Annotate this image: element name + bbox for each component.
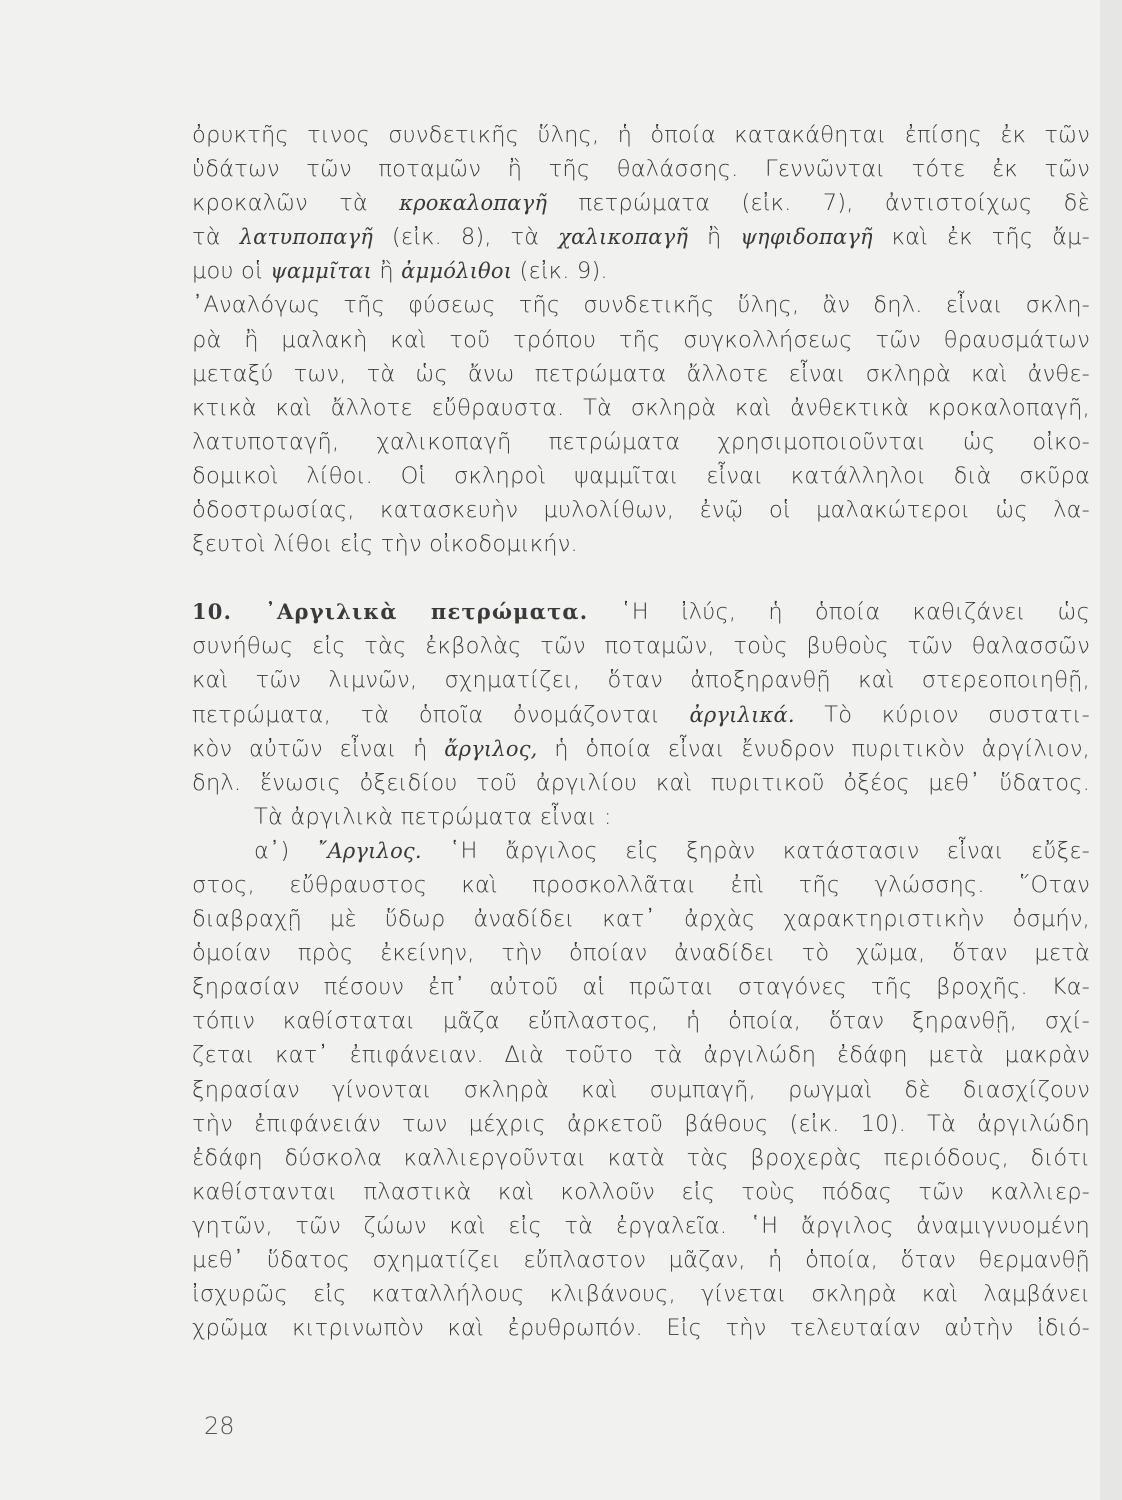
text-run: μεθ᾿ ὕδατος σχηματίζει εὔπλαστον μᾶζαν, ἡ ὁποία, ὅταν θερμανθῇ xyxy=(192,1247,1090,1273)
text-line xyxy=(192,254,1090,288)
text-run: τὰ xyxy=(192,224,240,251)
text-run: τόπιν καθίσταται μᾶζα εὔπλαστος, ἡ ὁποία, ὅταν ξηρανθῇ, σχί- xyxy=(192,1008,1090,1035)
italic-term: ἄργιλος, xyxy=(444,736,538,761)
text-run: μεταξύ των, τὰ ὡς ἄνω πετρώματα ἄλλοτε εἶναι σκληρὰ καὶ ἀνθε- xyxy=(192,360,1090,387)
text-run: στος, εὔθραυστος καὶ προσκολλᾶται ἐπὶ τῆς γλώσσης. ῞Οταν xyxy=(192,871,1090,898)
text-run: δομικοὶ λίθοι. Οἱ σκληροὶ ψαμμῖται εἶναι κατάλληλοι διὰ σκῦρα xyxy=(192,462,1090,489)
text-run: χρῶμα κιτρινωπὸν καὶ ἐρυθρωπόν. Εἰς τὴν τελευταίαν αὐτὴν ἰδιό- xyxy=(192,1315,1090,1342)
text-line xyxy=(192,1004,1090,1038)
text-run: ὁμοίαν πρὸς ἐκείνην, τὴν ὁποίαν ἀναδίδει τὸ χῶμα, ὅταν μετὰ xyxy=(192,940,1090,967)
italic-term: ἀργιλικά. xyxy=(689,702,795,727)
body-text xyxy=(192,118,1090,1345)
text-run: τὴν ἐπιφάνειάν των μέχρις ἀρκετοῦ βάθους (εἰκ. 10). Τὰ ἀργιλώδη xyxy=(192,1110,1090,1137)
text-run: ᾿Αναλόγως τῆς φύσεως τῆς συνδετικῆς ὕλης, ἂν δηλ. εἶναι σκλη- xyxy=(192,292,1090,319)
text-run: καὶ τῶν λιμνῶν, σχηματίζει, ὅταν ἀποξηρανθῇ καὶ στερεοποιηθῇ, xyxy=(192,667,1090,694)
text-line xyxy=(192,868,1090,902)
text-line xyxy=(192,834,1090,868)
text-line xyxy=(192,118,1090,152)
text-line xyxy=(192,323,1090,357)
text-line xyxy=(192,595,1090,629)
text-run: πετρώματα, τὰ ὁποῖα ὀνομάζονται xyxy=(192,701,690,728)
text-line xyxy=(192,800,1090,834)
italic-term: ῎Αργιλος. xyxy=(316,838,422,863)
text-run: ὁδοστρωσίας, κατασκευὴν μυλολίθων, ἐνῷ οἱ μαλακώτεροι ὡς λα- xyxy=(192,497,1090,524)
text-line xyxy=(192,459,1090,493)
text-line xyxy=(192,220,1090,254)
text-line xyxy=(192,152,1090,186)
text-run: καὶ ἐκ τῆς ἄμ- xyxy=(872,224,1090,251)
text-run: μου οἱ xyxy=(192,258,271,285)
italic-term: λατυποπαγῆ xyxy=(239,225,374,250)
facing-page-bleed xyxy=(1100,0,1122,1500)
page-number: 28 xyxy=(204,1412,235,1440)
text-run: διαβραχῇ μὲ ὕδωρ ἀναδίδει κατ᾿ ἀρχὰς χαρακτηριστικὴν ὀσμήν, xyxy=(192,906,1090,933)
text-run: ἢ xyxy=(688,224,741,251)
text-line xyxy=(192,732,1090,766)
text-run: πετρώματα (εἰκ. 7), ἀντιστοίχως δὲ xyxy=(547,190,1090,217)
text-run: συνήθως εἰς τὰς ἐκβολὰς τῶν ποταμῶν, τοὺς βυθοὺς τῶν θαλασσῶν xyxy=(192,633,1090,660)
text-run: ἐδάφη δύσκολα καλλιεργοῦνται κατὰ τὰς βροχερὰς περιόδους, διότι xyxy=(192,1144,1090,1171)
text-run: ῾Η ἄργιλος εἰς ξηρὰν κατάστασιν εἶναι εὔξε- xyxy=(421,837,1090,864)
text-run: (εἰκ. 9). xyxy=(512,258,608,285)
text-line xyxy=(192,425,1090,459)
text-line xyxy=(192,663,1090,697)
text-run: δηλ. ἕνωσις ὀξειδίου τοῦ ἀργιλίου καὶ πυριτικοῦ ὀξέος μεθ᾿ ὕδατος. xyxy=(192,769,1090,796)
text-run: κτικὰ καὶ ἄλλοτε εὔθραυστα. Τὰ σκληρὰ καὶ ἀνθεκτικὰ κροκαλοπαγῆ, xyxy=(192,394,1090,421)
text-line xyxy=(192,288,1090,322)
text-run: ρὰ ἢ μαλακὴ καὶ τοῦ τρόπου τῆς συγκολλήσεως τῶν θραυσμάτων xyxy=(192,326,1090,353)
text-run: κροκαλῶν τὰ xyxy=(192,190,400,217)
italic-term: χαλικοπαγῆ xyxy=(558,225,689,250)
text-line xyxy=(192,357,1090,391)
text-run: ζεται κατ᾿ ἐπιφάνειαν. Διὰ τοῦτο τὰ ἀργιλώδη ἐδάφη μετὰ μακρὰν xyxy=(192,1042,1090,1069)
text-line xyxy=(192,391,1090,425)
text-line xyxy=(192,1073,1090,1107)
text-line xyxy=(192,698,1090,732)
text-run: α᾿) xyxy=(254,837,317,864)
text-run: ἡ ὁποία εἶναι ἔνυδρον πυριτικὸν ἀργίλιον, xyxy=(537,735,1090,762)
text-run: Τὸ κύριον συστατι- xyxy=(794,701,1090,728)
text-run: ὀρυκτῆς τινος συνδετικῆς ὕλης, ἡ ὁποία κατακάθηται ἐπίσης ἐκ τῶν xyxy=(192,122,1090,148)
italic-term: ἀμμόλιθοι xyxy=(401,259,513,284)
text-line xyxy=(192,629,1090,663)
text-line xyxy=(192,1107,1090,1141)
text-line xyxy=(192,902,1090,936)
text-line xyxy=(192,1038,1090,1072)
text-run: (εἰκ. 8), τὰ xyxy=(373,224,559,251)
text-line xyxy=(192,766,1090,800)
text-run: λατυποταγῆ, χαλικοπαγῆ πετρώματα χρησιμοποιοῦνται ὡς οἰκο- xyxy=(192,428,1090,455)
text-run: ῾Η ἰλύς, ἡ ὁποία καθιζάνει ὡς xyxy=(588,599,1091,626)
text-line xyxy=(192,1277,1090,1311)
text-line xyxy=(192,970,1090,1004)
text-line xyxy=(192,1209,1090,1243)
text-line xyxy=(192,1243,1090,1277)
text-run: καθίστανται πλαστικὰ καὶ κολλοῦν εἰς τοὺς πόδας τῶν καλλιερ- xyxy=(192,1178,1090,1205)
text-run: Τὰ ἀργιλικὰ πετρώματα εἶναι : xyxy=(254,803,612,830)
paragraph-gap xyxy=(192,561,1090,595)
text-run: γητῶν, τῶν ζώων καὶ εἰς τὰ ἐργαλεῖα. ῾Η ἄργιλος ἀναμιγνυομένη xyxy=(192,1212,1090,1239)
italic-term: κροκαλοπαγῆ xyxy=(399,191,548,216)
text-run: ξηρασίαν πέσουν ἐπ᾿ αὐτοῦ αἱ πρῶται σταγόνες τῆς βροχῆς. Κα- xyxy=(192,974,1090,1001)
italic-term: ψαμμῖται xyxy=(270,259,372,284)
text-run: ξηρασίαν γίνονται σκληρὰ καὶ συμπαγῆ, ρωγμαὶ δὲ διασχίζουν xyxy=(192,1076,1090,1103)
text-line xyxy=(192,527,1090,561)
text-run: ἰσχυρῶς εἰς καταλλήλους κλιβάνους, γίνεται σκληρὰ καὶ λαμβάνει xyxy=(192,1281,1090,1308)
text-line xyxy=(192,1311,1090,1345)
text-run: ξευτοὶ λίθοι εἰς τὴν οἰκοδομικήν. xyxy=(192,531,578,558)
text-run: ὑδάτων τῶν ποταμῶν ἢ τῆς θαλάσσης. Γεννῶνται τότε ἐκ τῶν xyxy=(192,156,1090,183)
text-line xyxy=(192,1141,1090,1175)
italic-term: ψηφιδοπαγῆ xyxy=(740,225,873,250)
text-run: κὸν αὐτῶν εἶναι ἡ xyxy=(192,735,445,762)
text-line xyxy=(192,1175,1090,1209)
section-heading: 10. ᾿Αργιλικὰ πετρώματα. xyxy=(192,599,589,625)
text-line xyxy=(192,936,1090,970)
text-line xyxy=(192,186,1090,220)
text-line xyxy=(192,493,1090,527)
text-run: ἢ xyxy=(372,258,402,285)
